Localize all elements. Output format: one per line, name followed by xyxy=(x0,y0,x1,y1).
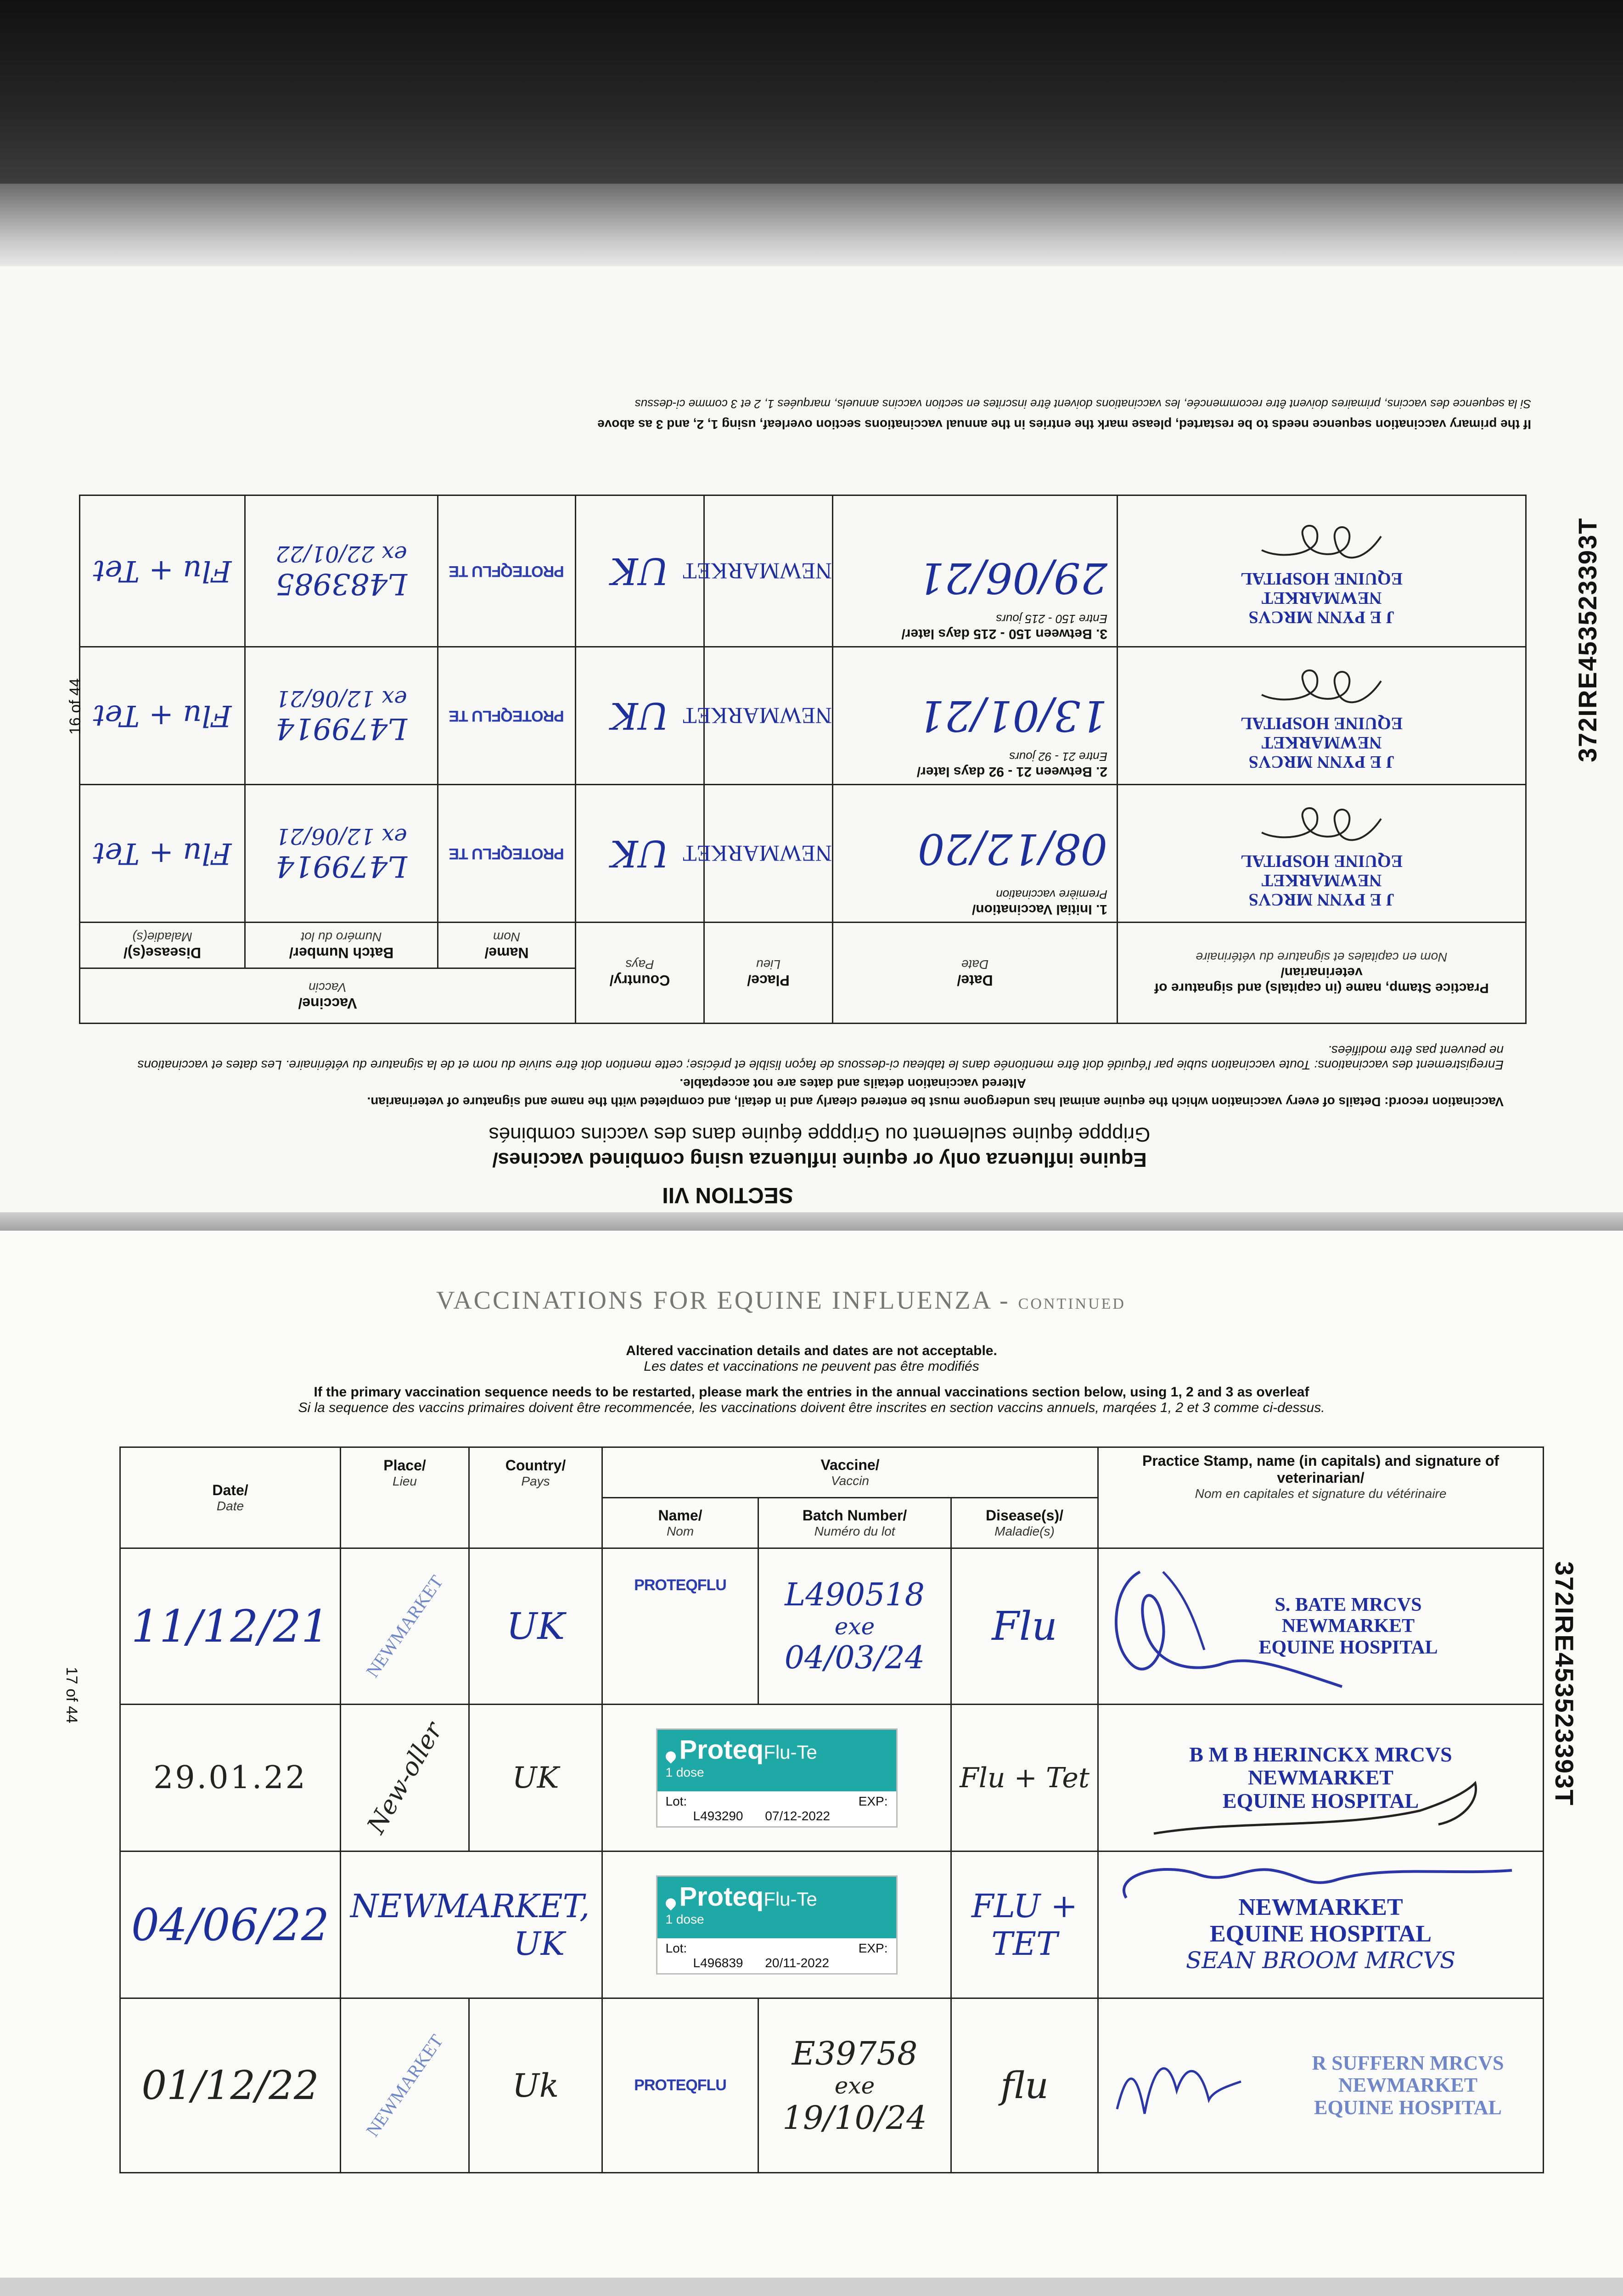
annual-row-1-disease: Flu xyxy=(951,1548,1098,1705)
row-2-disease: Flu + Tet xyxy=(79,647,245,785)
primary-row-2 xyxy=(79,647,1117,785)
annual-row-4-disease: flu xyxy=(951,1998,1098,2173)
row-2-place: NEWMARKET xyxy=(704,647,833,785)
annual-row-3-place: NEWMARKET, UK xyxy=(341,1851,602,1998)
passport-code-left: 372IRE453523393T xyxy=(1573,517,1602,762)
annual-row-4-vaccine-name: PROTEQFLU xyxy=(602,1998,758,2173)
row-3-country: UK xyxy=(576,495,704,647)
header-disease: Disease(s)/ Maladie(s) xyxy=(79,923,245,968)
restart-notice-en: If the primary vaccination sequence needs to be restarted, please mark the entries in the annual vaccinations section below, using 1, 2 and 3 as overleaf xyxy=(314,1384,1309,1400)
row-2-label-fr: Entre 21 - 92 jours xyxy=(1009,750,1107,764)
header-name: Name/ Nom xyxy=(602,1498,758,1548)
row-1-disease: Flu + Tet xyxy=(79,785,245,923)
annual-row-2 xyxy=(120,1705,1544,1851)
annual-row-2-date: 29.01.22 xyxy=(120,1705,341,1851)
row-2-stamp: J E PYNN MRCVS NEWMARKET EQUINE HOSPITAL xyxy=(1118,647,1526,785)
annual-row-1-date: 11/12/21 xyxy=(120,1548,341,1705)
signature-text: SEAN BROOM MRCVS xyxy=(1185,1947,1456,1974)
row-2-batch: L479914 ex 12/06/21 xyxy=(245,647,438,785)
header-date: Date/ Date xyxy=(120,1447,341,1548)
row-3-date: 29/06/21 xyxy=(917,553,1107,602)
row-1-label-fr: Première vaccination xyxy=(996,888,1107,901)
annual-row-4-country: Uk xyxy=(469,1998,602,2173)
annual-row-3-disease: FLU + TET xyxy=(951,1851,1098,1998)
row-1-country: UK xyxy=(576,785,704,923)
continued-heading: VACCINATIONS FOR EQUINE INFLUENZA - CONTINUED xyxy=(436,1286,1126,1315)
primary-row-3 xyxy=(79,495,1117,647)
passport-code-right: 372IRE453523393T xyxy=(1550,1561,1579,1806)
restart-notice-fr: Si la sequence des vaccins, primaires doivent être recommencée, les vaccinations doivent être inscrites en section vaccins annuels, marquées 1, 2 et 3 comme ci-dessus xyxy=(635,397,1531,411)
row-3-place: NEWMARKET xyxy=(704,495,833,647)
primary-stamp-column xyxy=(1118,495,1527,1024)
vaccine-label-sticker: ProteqFlu-Te 1 dose Lot: EXP: L496839 20/11-2022 xyxy=(656,1875,898,1975)
section-title: SECTION VII xyxy=(662,1183,793,1207)
annual-row-1-place: NEWMARKET xyxy=(341,1548,469,1705)
annual-vaccination-table xyxy=(119,1446,1544,2173)
row-1-batch: L479914 ex 12/06/21 xyxy=(245,785,438,923)
header-batch: Batch Number/ Numéro du lot xyxy=(245,923,438,968)
signature-mark xyxy=(1108,1857,1521,1907)
page-number-16: 16 of 44 xyxy=(67,678,84,735)
record-notice-fr: Enregistrement des vaccinations: Toute vaccination subie par l'équidé doit être mentionée dans le tableau ci-dessous de façon lisible et précise; cette mention doit être suivie du nom et de la signature du vétérinaire. Les dates et vaccinations ne peuvent pas être modifiées. xyxy=(137,1043,1504,1072)
header-place: Place/ Lieu xyxy=(704,923,833,1024)
primary-vaccination-table xyxy=(79,495,1118,1024)
annual-row-1-batch: L490518 exe 04/03/24 xyxy=(758,1548,951,1705)
notice-block xyxy=(0,1343,1623,1416)
vaccine-label-sticker: ProteqFlu-Te 1 dose Lot: EXP: L493290 07/12-2022 xyxy=(656,1728,898,1828)
droplet-icon xyxy=(663,1750,678,1764)
annual-row-4-date: 01/12/22 xyxy=(120,1998,341,2173)
record-notice-en: Vaccination record: Details of every vaccination which the equine animal has undergone must be entered clearly and in detail, and completed with the name and signature of veterinarian. xyxy=(367,1095,1504,1109)
scanner-top-edge xyxy=(0,0,1623,184)
droplet-icon xyxy=(663,1896,678,1911)
row-2-label: 2. Between 21 - 92 days later/ xyxy=(916,764,1107,779)
row-1-vaccine-name: PROTEQFLU TE xyxy=(438,785,576,923)
row-2-vaccine-name: PROTEQFLU TE xyxy=(438,647,576,785)
annual-row-3-date: 04/06/22 xyxy=(120,1851,341,1998)
signature-mark xyxy=(1103,1558,1360,1696)
row-3-batch: L483985 ex 22/01/22 xyxy=(245,495,438,647)
row-3-disease: Flu + Tet xyxy=(79,495,245,647)
annual-row-1-vaccine-name: PROTEQFLU xyxy=(602,1548,758,1705)
row-1-date: 08/12/20 xyxy=(917,824,1107,873)
annual-row-4-batch: E39758 exe 19/10/24 xyxy=(758,1998,951,2173)
passport-page-16 xyxy=(0,266,1623,1221)
annual-row-1 xyxy=(120,1548,1544,1705)
header-stamp: Practice Stamp, name (in capitals) and signature of veterinarian/ Nom en capitales et signature du vétérinaire xyxy=(1118,923,1526,1024)
row-1-stamp: J E PYNN MRCVS NEWMARKET EQUINE HOSPITAL xyxy=(1118,785,1526,923)
annual-row-4-place: NEWMARKET xyxy=(341,1998,469,2173)
altered-notice-fr: Les dates et vaccinations ne peuvent pas être modifiés xyxy=(644,1359,979,1374)
row-3-vaccine-name: PROTEQFLU TE xyxy=(438,495,576,647)
page-number-17: 17 of 44 xyxy=(63,1667,80,1723)
signature-mark xyxy=(1253,518,1391,568)
restart-notice-en: If the primary vaccination sequence needs to be restarted, please mark the entries in the annual vaccinations section overleaf, using 1, 2, and 3 as above xyxy=(597,417,1531,432)
row-3-label-fr: Entre 150 - 215 jours xyxy=(996,612,1107,626)
annual-row-1-country: UK xyxy=(469,1548,602,1705)
restart-notice-fr: Si la sequence des vaccins primaires doivent être recommencée, les vaccinations doivent être inscrites en section vaccins annuels, marqées 1, 2 et 3 comme ci-dessus. xyxy=(298,1400,1325,1415)
row-3-label: 3. Between 150 - 215 days later/ xyxy=(901,626,1107,642)
annual-row-2-place: New-oller xyxy=(341,1705,469,1851)
section-subtitle-en: Equine influenza only or equine influenza using combined vaccines/ xyxy=(492,1148,1147,1171)
passport-page-17 xyxy=(0,1231,1623,2296)
row-3-stamp: J E PYNN MRCVS NEWMARKET EQUINE HOSPITAL xyxy=(1118,495,1526,647)
signature-mark xyxy=(1253,663,1391,713)
primary-row-1 xyxy=(79,785,1117,923)
book-top-edge xyxy=(0,184,1623,266)
header-place: Place/ Lieu xyxy=(341,1447,469,1548)
signature-mark xyxy=(1108,2036,1246,2127)
annual-row-1-stamp: S. BATE MRCVS NEWMARKET EQUINE HOSPITAL xyxy=(1098,1548,1544,1705)
header-vaccine: Vaccine/ Vaccin xyxy=(602,1447,1098,1498)
annual-row-2-vaccine-label xyxy=(602,1705,951,1851)
section-subtitle-fr: Gripppe équine seulement ou Gripppe équine dans des vaccins combinés xyxy=(489,1123,1151,1146)
header-batch: Batch Number/ Numéro du lot xyxy=(758,1498,951,1548)
header-vaccine: Vaccine/ Vaccin xyxy=(79,968,575,1024)
header-disease: Disease(s)/ Maladie(s) xyxy=(951,1498,1098,1548)
row-1-place: NEWMARKET xyxy=(704,785,833,923)
annual-row-3-vaccine-label xyxy=(602,1851,951,1998)
annual-row-4-stamp: R SUFFERN MRCVS NEWMARKET EQUINE HOSPITAL xyxy=(1098,1998,1544,2173)
annual-row-2-disease: Flu + Tet xyxy=(951,1705,1098,1851)
annual-row-2-stamp: B M B HERINCKX MRCVS NEWMARKET EQUINE HOSPITAL xyxy=(1098,1705,1544,1851)
altered-notice-en: Altered vaccination details and dates are not acceptable. xyxy=(626,1343,997,1358)
header-name: Name/ Nom xyxy=(438,923,576,968)
header-country: Country/ Pays xyxy=(469,1447,602,1548)
row-1-date-cell xyxy=(833,785,1118,923)
row-2-date: 13/01/21 xyxy=(917,691,1107,740)
header-stamp: Practice Stamp, name (in capitals) and signature of veterinarian/ Nom en capitales et signature du vétérinaire xyxy=(1098,1447,1544,1548)
row-2-country: UK xyxy=(576,647,704,785)
signature-mark xyxy=(1253,800,1391,851)
signature-mark xyxy=(1145,1774,1494,1843)
row-3-date-cell xyxy=(833,495,1118,647)
header-country: Country/ Pays xyxy=(576,923,704,1024)
header-date: Date/ Date xyxy=(833,923,1118,1024)
annual-row-4 xyxy=(120,1998,1544,2173)
row-1-label: 1. Initial Vaccination/ xyxy=(972,902,1107,917)
page-16-rotated-content xyxy=(0,266,1623,1221)
annual-row-3-stamp: NEWMARKET EQUINE HOSPITAL SEAN BROOM MRCVS xyxy=(1098,1851,1544,1998)
book-bottom-edge xyxy=(0,2278,1623,2296)
annual-row-3 xyxy=(120,1851,1544,1998)
annual-row-2-country: UK xyxy=(469,1705,602,1851)
row-2-date-cell xyxy=(833,647,1118,785)
altered-notice-en: Altered vaccination details and dates are not acceptable. xyxy=(680,1076,1026,1091)
